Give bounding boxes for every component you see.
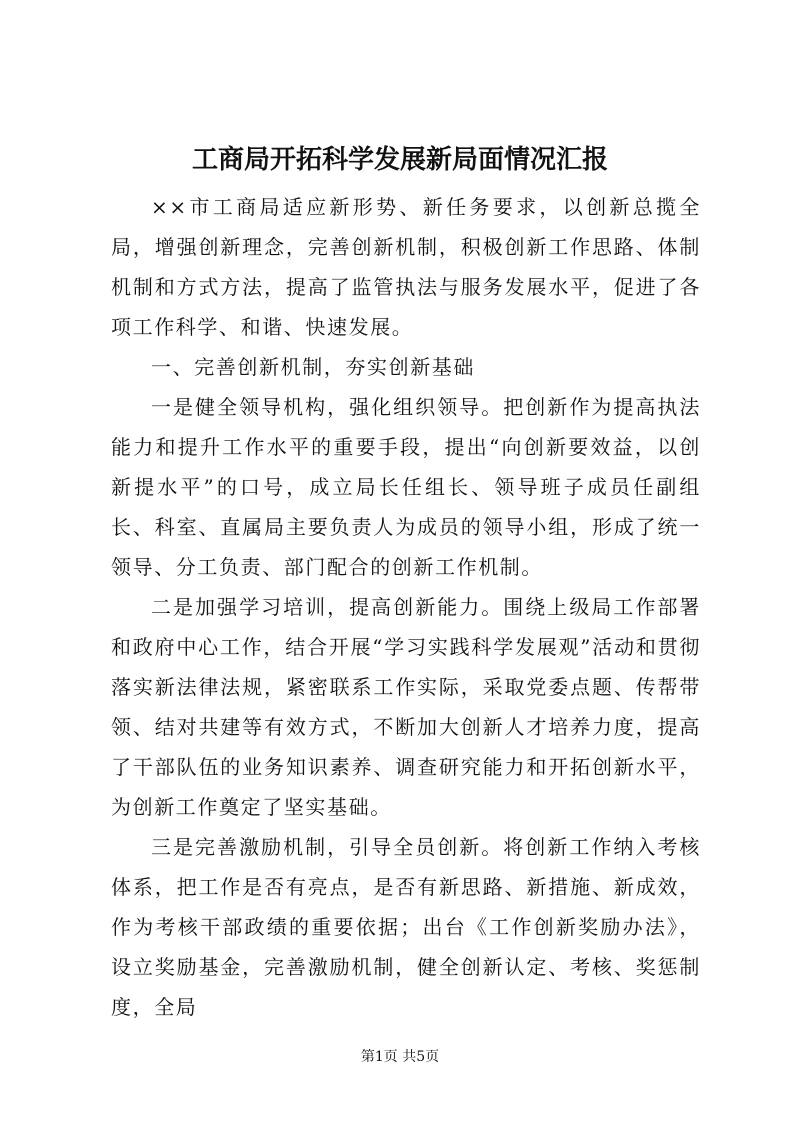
page-number-label: 第1页 共5页 [360, 1049, 440, 1065]
paragraph-leadership: 一是健全领导机构，强化组织领导。把创新作为提高执法能力和提升工作水平的重要手段，提出“向创新要效益，以创新提水平”的口号，成立局长任组长、领导班子成员任副组长、科室、直属局主要负责人为成员的领导小组，形成了统一领导、分工负责、部门配合的创新工作机制。 [111, 395, 701, 579]
document-title: 工商局开拓科学发展新局面情况汇报 [191, 145, 608, 175]
paragraph-incentive: 三是完善激励机制，引导全员创新。将创新工作纳入考核体系，把工作是否有亮点，是否有新思路、新措施、新成效，作为考核干部政绩的重要依据；出台《工作创新奖励办法》，设立奖励基金，完善激励机制，健全创新认定、考核、奖惩制度，全局 [111, 835, 701, 1019]
paragraph-training: 二是加强学习培训，提高创新能力。围绕上级局工作部署和政府中心工作，结合开展“学习实践科学发展观”活动和贯彻落实新法律法规，紧密联系工作实际，采取党委点题、传帮带领、结对共建等有效方式，不断加大创新人才培养力度，提高了干部队伍的业务知识素养、调查研究能力和开拓创新水平，为创新工作奠定了坚实基础。 [111, 595, 701, 819]
section-heading-1: 一、完善创新机制，夯实创新基础 [151, 355, 475, 379]
page-footer [0, 1047, 800, 1067]
paragraph-intro: ××市工商局适应新形势、新任务要求，以创新总揽全局，增强创新理念，完善创新机制，积极创新工作思路、体制机制和方式方法，提高了监管执法与服务发展水平，促进了各项工作科学、和谐、快速发展。 [111, 195, 701, 339]
document-body [111, 187, 701, 1027]
